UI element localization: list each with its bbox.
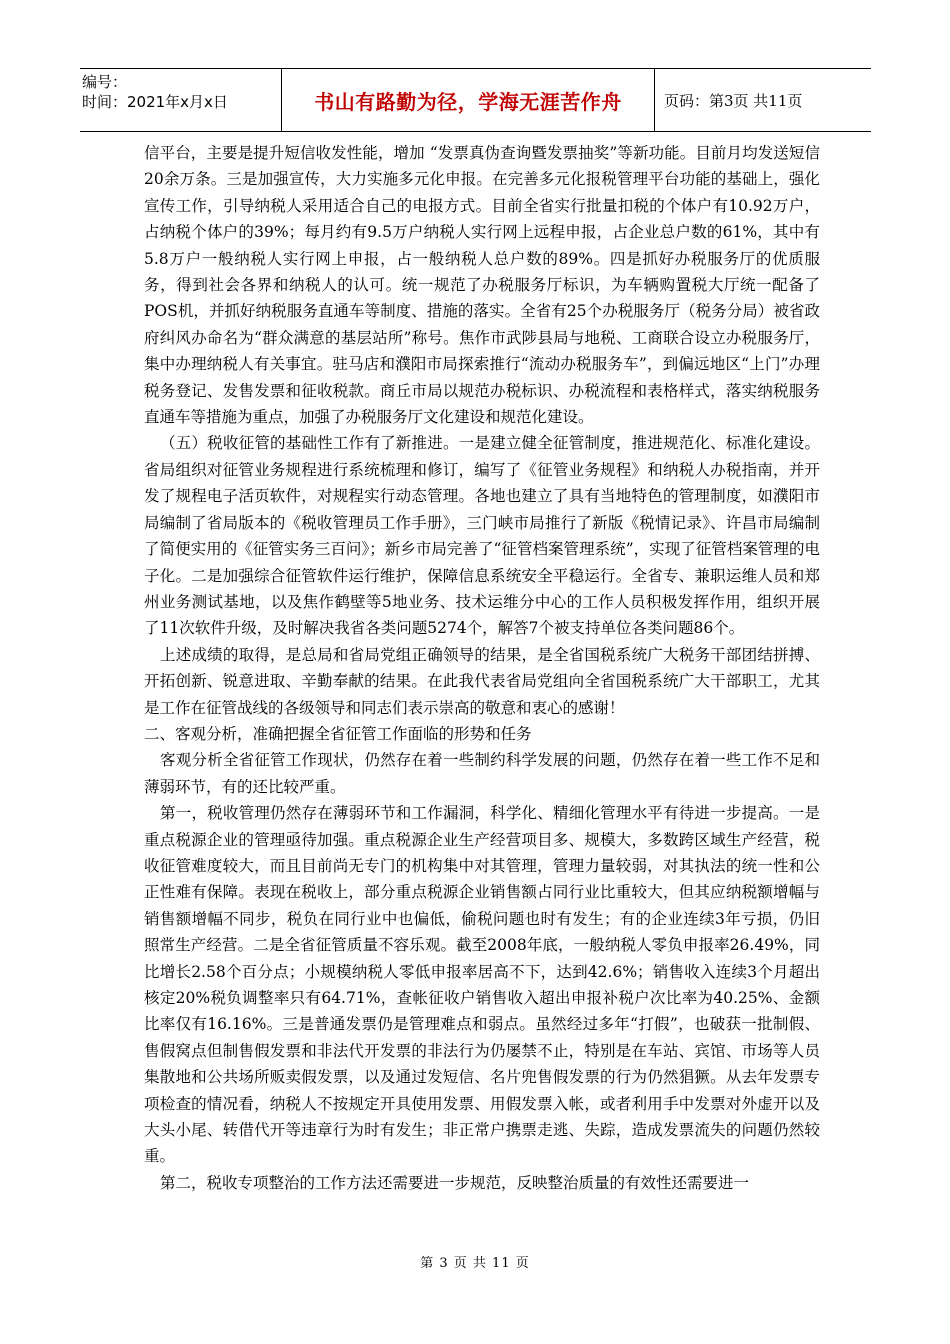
header-motto: 书山有路勤为径，学海无涯苦作舟 bbox=[282, 69, 655, 131]
header-meta bbox=[80, 69, 282, 131]
section-heading: 二、客观分析，准确把握全省征管工作面临的形势和任务 bbox=[144, 724, 532, 743]
body-paragraph: 第一，税收管理仍然存在薄弱环节和工作漏洞，科学化、精细化管理水平有待进一步提高。一是重点税源企业的管理亟待加强。重点税源企业生产经营项目多、规模大，多数跨区域生产经营，税收征管难度较大，而且目前尚无专门的机构集中对其管理，管理力量较弱，对其执法的统一性和公正性难有保障。表现在税收上，部分重点税源企业销售额占同行业比重较大，但其应纳税额增幅与销售额增幅不同步，税负在同行业中也偏低，偷税问题也时有发生；有的企业连续3年亏损，仍旧照常生产经营。二是全省征管质量不容乐观。截至2008年底，一般纳税人零负申报率26.49%，同比增长2.58个百分点；小规模纳税人零低申报率居高不下，达到42.6%；销售收入连续3个月超出核定20%税负调整率只有64.71%，查帐征收户销售收入超出申报补税户次比率为40.25%、金额比率仅有16.16%。三是普通发票仍是管理难点和弱点。虽然经过多年“打假”，也破获一批制假、售假窝点但制售假发票和非法代开发票的非法行为仍屡禁不止，特别是在车站、宾馆、市场等人员集散地和公共场所贩卖假发票，以及通过发短信、名片兜售假发票的行为仍然猖獗。从去年发票专项检查的情况看，纳税人不按规定开具使用发票、用假发票入帐，或者利用手中发票对外虚开以及大头小尾、转借代开等违章行为时有发生；非正常户携票走逃、失踪，造成发票流失的问题仍然较重。 bbox=[144, 804, 820, 1166]
page-header bbox=[80, 68, 871, 132]
body-paragraph: （五）税收征管的基础性工作有了新推进。一是建立健全征管制度，推进规范化、标准化建设。省局组织对征管业务规程进行系统梳理和修订，编写了《征管业务规程》和纳税人办税指南，并开发了规程电子活页软件，对规程实行动态管理。各地也建立了具有当地特色的管理制度，如濮阳市局编制了省局版本的《税收管理员工作手册》，三门峡市局推行了新版《税情记录》、许昌市局编制了简便实用的《征管实务三百问》；新乡市局完善了“征管档案管理系统”，实现了征管档案管理的电子化。二是加强综合征管软件运行维护，保障信息系统安全平稳运行。全省专、兼职运维人员和郑州业务测试基地，以及焦作鹤壁等5地业务、技术运维分中心的工作人员积极发挥作用，组织开展了11次软件升级，及时解决我省各类问题5274个，解答7个被支持单位各类问题86个。 bbox=[144, 434, 820, 638]
body-paragraph: 第二，税收专项整治的工作方法还需要进一步规范，反映整治质量的有效性还需要进一 bbox=[160, 1173, 750, 1192]
page-footer: 第 3 页 共 11 页 bbox=[420, 1256, 530, 1271]
serial-number-label: 编号： bbox=[82, 73, 128, 91]
document-body bbox=[144, 140, 820, 1196]
date-label: 时间：2021年x月x日 bbox=[82, 93, 228, 111]
header-page-info: 页码：第3页 共11页 bbox=[664, 91, 803, 110]
body-paragraph: 上述成绩的取得，是总局和省局党组正确领导的结果，是全省国税系统广大税务干部团结拼搏、开拓创新、锐意进取、辛勤奉献的结果。在此我代表省局党组向全省国税系统广大干部职工，尤其是工作在征管战线的各级领导和同志们表示崇高的敬意和衷心的感谢！ bbox=[144, 645, 820, 717]
body-paragraph: 客观分析全省征管工作现状，仍然存在着一些制约科学发展的问题，仍然存在着一些工作不足和薄弱环节，有的还比较严重。 bbox=[144, 751, 820, 796]
body-paragraph: 信平台，主要是提升短信收发性能，增加 “发票真伪查询暨发票抽奖”等新功能。目前月均发送短信20余万条。三是加强宣传，大力实施多元化申报。在完善多元化报税管理平台功能的基础上，强化宣传工作，引导纳税人采用适合自己的电报方式。目前全省实行批量扣税的个体户有10.92万户，占纳税个体户的39%；每月约有9.5万户纳税人实行网上远程申报，占企业总户数的61%，其中有5.8万户一般纳税人实行网上申报，占一般纳税人总户数的89%。四是抓好办税服务厅的优质服务，得到社会各界和纳税人的认可。统一规范了办税服务厅标识，为车辆购置税大厅统一配备了POS机，并抓好纳税服务直通车等制度、措施的落实。全省有25个办税服务厅（税务分局）被省政府纠风办命名为“群众满意的基层站所”称号。焦作市武陟县局与地税、工商联合设立办税服务厅，集中办理纳税人有关事宜。驻马店和濮阳市局探索推行“流动办税服务车”，到偏远地区“上门”办理税务登记、发售发票和征收税款。商丘市局以规范办税标识、办税流程和表格样式，落实纳税服务直通车等措施为重点，加强了办税服务厅文化建设和规范化建设。 bbox=[144, 144, 820, 427]
